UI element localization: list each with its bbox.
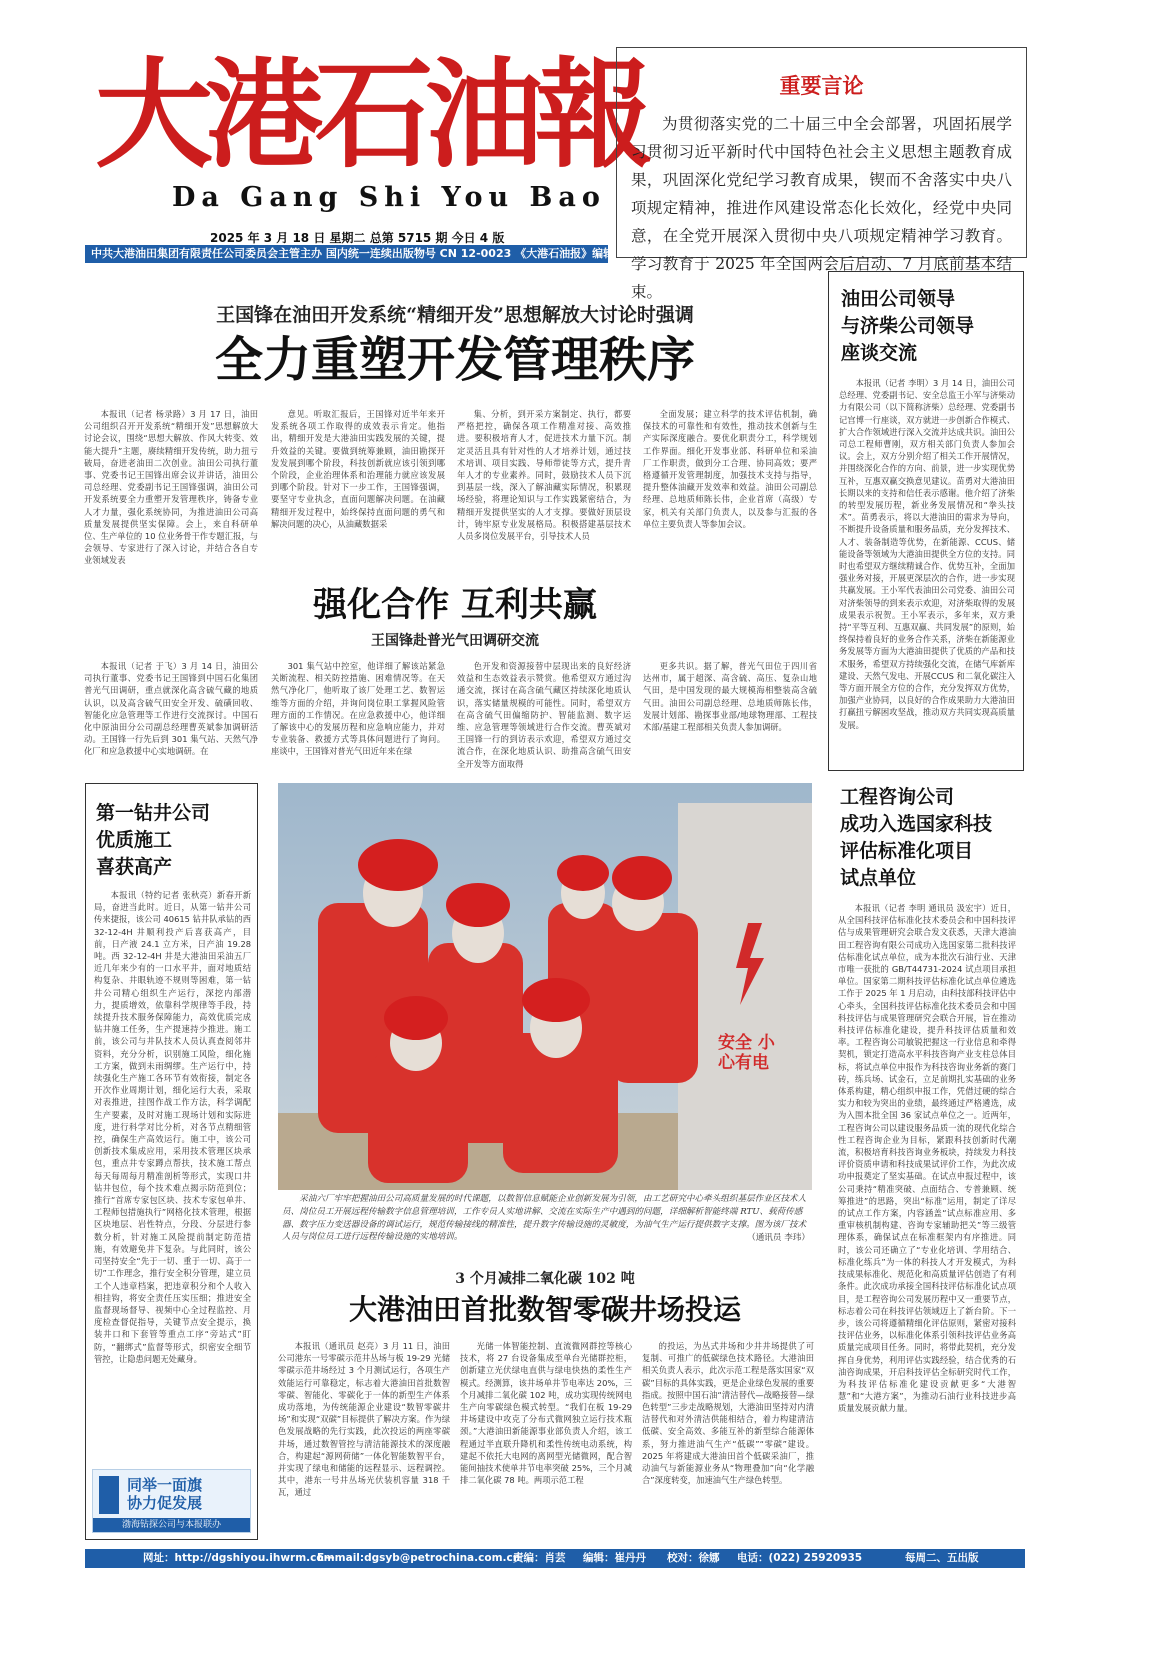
ad-slogan-2: 协力促发展 [127, 1494, 203, 1512]
zero-carbon-col-3: 的投运，为丛式井场和少井井场提供了可复制、可推广的低碳绿色技术路径。大港油田相关负责人表示，此次示范工程是落实国家“双碳”目标的具体实践，更是企业绿色发展的重要指成。按照中国石油“清洁替代—战略接替—绿色转型”三步走战略规划，大港油田坚持对内清洁替代和对外清洁供能相结合，着力构建清洁低碳、安全高效、多能互补的新型综合能源体系，努力推进油气生产“低碳”“零碳”建设。2025 年将建成大港油田首个低碳采油厂，推动油气与新能源业务从“物理叠加”向“化学融合”深度转变，加速油气生产绿色转型。 [642, 1341, 814, 1486]
right-bottom-title-3: 评估标准化项目 [840, 840, 974, 862]
footer-phone: 电话：(022) 25920935 [737, 1552, 863, 1564]
right-bottom-story [828, 778, 1024, 1541]
photo-credit: （通讯员 李玮） [747, 1233, 810, 1243]
left-sidebar-title-1: 第一钻井公司 [96, 802, 211, 824]
right-top-story [828, 271, 1024, 771]
right-bottom-title-4: 试点单位 [840, 867, 917, 889]
lead-story-col-2: 意见。听取汇报后，王国锋对近半年来开发系统各项工作取得的成效表示肯定。他指出，精细开发是大港油田实践发展的关键，提升效益的关键。要做到统筹兼顾，油田勘探开发发展到哪个阶段，科技创新就应该引领到哪个阶段，企业治理体系和治理能力就应该发展到哪个阶段。针对下一步工作，王国锋强调，要坚守专业执念，直面问题解决问题。在油藏精细开发过程中，始终保持直面问题的勇气和解决问题的决心，从油藏数据采 [271, 409, 445, 529]
right-top-title-2: 与济柴公司领导 [841, 315, 975, 337]
masthead-pinyin: Da Gang Shi You Bao [172, 182, 606, 213]
lead-story-col-1: 本报讯（记者 杨录路）3 月 17 日，油田公司组织召开开发系统“精细开发”思想解放大讨论会议，围绕“思想大解放、作风大转变、效能大提升”主题，赓续精细开发传统，助力扭亏破局，奋进老油田二次创业。油田公司执行董事、党委书记王国锋出席会议并讲话，油田公司总经理、党委副书记王国锋强调，油田公司开发系统要全力重塑开发管理秩序，铸备专业人才力量，强化系统协同，为推进油田公司高质量发展提供坚实保障。会上，来自科研单位、生产单位的 10 位业务骨干作专题汇报，与会领导、专家进行了深入讨论，并结合各自专业领域发表 [84, 409, 258, 566]
partner-ad-box [92, 1469, 251, 1533]
left-sidebar-title-3: 喜获高产 [96, 856, 173, 878]
coop-story-col-2: 301 集气站中控室，他详细了解该站紧急关断流程、相关防控措施、困难情况等。在天然气净化厂，他听取了该厂处理工艺、数智运维等方面的介绍，并询问岗位职工掌握风险管理方面的工作情况。在应急救援中心，他详细了解该中心的发展历程和应急响应能力，并对专业装备、救援方式等具体问题进行了询问。座谈中，王国锋对普光气田近年来在绿 [271, 661, 445, 757]
left-sidebar-title-2: 优质施工 [96, 829, 173, 851]
zero-carbon-col-2: 光储一体智能控制、直流微网群控等核心技术，将 27 台设备集成至单台光储群控柜，创新建立光伏绿电直供与绿电快热的柔性生产模式。经测算，该井场单井节电率达 20%，三个月减排二氧化碳 102 吨，成功实现传统网电生产向零碳绿色模式转型。“我们在板 19-29 井场建设中攻克了分布式微网独立运行技术瓶颈。”大港油田新能源事业部负责人介绍，该工程通过半直联升降机和柔性传统电动系统，构建起不依托大电网的离网型光储微网，配合智能间抽技术使单井节电率突破 25%，三个月减排二氧化碳 78 吨。两项示范工程 [460, 1341, 632, 1486]
footer-bar [85, 1549, 1025, 1568]
footer-website[interactable]: 网址：http://dgshiyou.ihwrm.com [143, 1552, 335, 1564]
footer-schedule: 每周二、五出版 [905, 1552, 979, 1564]
right-top-title-3: 座谈交流 [841, 342, 918, 364]
ad-caption: 渤海钻探公司与本报联办 [93, 1518, 250, 1532]
right-bottom-text: 本报讯（记者 李明 通讯员 汲宏宇）近日，从全国科技评估标准化技术委员会和中国科技评估与成果管理研究会联合发文获悉，天津大港油田工程咨询有限公司成功入选国家第二批科技评估标准化试点单位，成为本批次石油行业、天津市唯一获批的 GB/T44731-2024 试点项目承担单位。国家第二期科技评估标准化试点单位遴选工作于 2025 年 1 月启动，由科技部科技评估中心牵头，全国科技评估标准化技术委员会和中国科技评估与成果管理研究会联合开展，旨在推动科技评估标准化建设，提升科技评估质量和效率。工程咨询公司敏锐把握这一行业信息和牵得契机，锁定打造高水平科技咨询产业支柱总体目标，将试点单位申报作为科技咨询业务新的赛门砖，练兵场、试金石，立足前期扎实基础的业务体系构建，精心组织申报工作，凭借过硬的综合实力和较为突出的业绩，最终通过严格遴选，成为入围本批全国 36 家试点单位之一。近两年，工程咨询公司以建设服务品质一流的现代化综合性工程咨询企业为目标，紧跟科技创新时代潮流，积极培育科技咨询业务板块，持续发力科技评价资质申请和科技成果试评价工作，为此次成功申报奠定了坚实基础。在试点申报过程中，该公司秉持“精准突破、点面结合、专普兼顾、统筹推进”的思路，突出“标准”运用，制定了详尽的试点工作方案，内容涵盖“试点标准应用、多重审核机制构建、咨询专家辅助把关”等三级管理体系，确保试点在标准框架内有序推进。同时，该公司还确立了“专业化培训、学用结合、标准化练兵”为一体的科技人才开发模式，为科技成果标准化、规范化和高质量评估创造了有利条件。此次成功承接全国科技评估标准化试点项目，是工程咨询公司发展历程中又一重要节点，标志着公司在科技评估领域迈上了新台阶。下一步，该公司将遵循精细化评估原则，紧密对接科技评估业务，以标准化体系引领科技评估业务高质量完成项目任务。同时，将带此契机，充分发挥自身优势，利用评估实践经验，结合优秀的石油咨询成果，开启科技评估全标研究时代工作，为科技评估标准化建设贡献更多“大港智慧”和“大港方案”，为推动石油行业科技进步高质量发展贡献力量。 [838, 903, 1016, 1414]
coop-story-subtitle: 王国锋赴普光气田调研交流 [371, 633, 539, 649]
derrick-icon [99, 1476, 119, 1514]
lead-story-title: 全力重塑开发管理秩序 [214, 332, 695, 388]
important-speech-title: 重要言论 [779, 73, 864, 98]
right-bottom-title-1: 工程咨询公司 [840, 786, 955, 808]
right-top-title-1: 油田公司领导 [841, 288, 956, 310]
masthead-title: 大港石油報 [95, 45, 646, 184]
footer-proof: 校对：徐娜 [667, 1552, 720, 1564]
publisher-info-bar: 中共大港油田集团有限责任公司委员会主管主办 国内统一连续出版物号 CN 12-0023 《大港石油报》编辑部出版 [85, 245, 608, 263]
lead-story-col-4: 全面发展；建立科学的技术评估机制，确保技术的可靠性和有效性，推动技术创新与生产实际深度融合。要优化职责分工，科学规划工作界面。细化开发事业部、科研单位和采油厂工作职责，做到分工合理、协同高效；要严格遵循开发管理制度，加强技术支持与指导，提升整体油藏开发效率和效益。油田公司副总经理、总地质师陈长伟，企业首席（高级）专家，机关有关部门负责人，以及参与汇报的各单位主要负责人等参加会议。 [643, 409, 817, 529]
coop-story-title: 强化合作 互利共赢 [313, 585, 597, 625]
zero-carbon-col-1: 本报讯（通讯员 赵亮）3 月 11 日，油田公司港东一号零碳示范井丛场与板 19-29 光储零碳示范井场经过 3 个月测试运行，各项生产效能运行可靠稳定，标志着大港油田首批数智零碳、智能化、零碳化于一体的新型生产体系成功落地，为传统能源企业建设“数智零碳井场”和实现“双碳”目标提供了解决方案。作为绿色发展战略的先行实践，此次投运的两座零碳井场，通过数智管控与清洁能源技术的深度融合，构建起“源网荷储”一体化智能数智平台，并实现了绿电和储能的远程显示、远程调控。其中，港东一号井丛场光伏装机容量 318 千瓦，通过 [278, 1341, 450, 1498]
footer-email[interactable]: E—mail:dgsyb@petrochina.com.cn [317, 1552, 521, 1564]
right-top-text: 本报讯（记者 李明）3 月 14 日，油田公司总经理、党委副书记、安全总监王小军与济柴动力有限公司（以下简称济柴）总经理、党委副书记宫博一行座谈，双方就进一步创新合作模式、扩大合作领域进行深入交流并达成共识。油田公司总工程师曹刚，双方相关部门负责人参加会议。会上，双方分别介绍了相关工作开展情况，并围绕深化合作的方向、前景，进一步实现优势互补，互惠双赢交换意见建议。苗勇对大港油田长期以来的支持和信任表示感谢。他介绍了济柴的转型发展历程，新业务发展情况和“拳头技术”。苗勇表示，将以大港油田的需求为导向，不断提升设备质量和服务品质，充分发挥技术、人才、装备制造等优势，在新能源、CCUS、储能设备等领域为大港油田提供全方位的支持。同时也希望双方继续精诚合作、优势互补，全面加强业务对接，开展更深层次的合作，进一步实现共赢发展。王小军代表油田公司党委、油田公司对济柴领导的到来表示欢迎，对济柴取得的发展成果表示祝贺。王小军表示，多年来，双方秉持“平等互利、互惠双赢、共同发展”的原则，始终保持着良好的业务合作关系，济柴在新能源业务发展等方面为大港油田提供了优质的产品和技术服务，希望双方持续强化交流，在储气库新库建设、天然气发电、开展CCUS 和二氧化碳注入等方面开展全方位的合作，充分发挥双方优势，加强产业协同，以良好的合作成果助力大港油田打赢扭亏解困攻坚战，推动双方共同实现高质量发展。 [839, 378, 1015, 730]
footer-editor: 责编：肖芸 [513, 1552, 566, 1564]
important-speech-text: 为贯彻落实党的二十届三中全会部署，巩固拓展学习贯彻习近平新时代中国特色社会主义思想主题教育成果，巩固深化党纪学习教育成果，锲而不舍落实中央八项规定精神，推进作风建设常态化长效化，经党中央同意，在全党开展深入贯彻中央八项规定精神学习教育。学习教育于 2025 年全国两会后启动、7 月底前基本结束。 [631, 115, 1012, 301]
lead-story-subtitle: 王国锋在油田开发系统“精细开发”思想解放大讨论时强调 [216, 304, 694, 326]
lead-story-col-3: 集、分析，到开采方案制定、执行，都要严格把控，确保各项工作精准对接、高效推进。要积极培育人才，促进技术力量下沉。制定灵活且具有针对性的人才培养计划，通过技术培训、项目实践、导师带徒等方式，提升青年人才的专业素养。同时，鼓励技术人员下沉到基层一线，深入了解油藏实际情况，积累现场经验，将理论知识与工作实践紧密结合，为精细开发提供坚实的人才支撑。要做好顶层设计，铸牢原专业发展格局。积极搭建基层技术人员多岗位发展平台，引导技术人员 [457, 409, 631, 542]
cabinet-warning-sign: 安全 小心有电 [718, 1033, 775, 1073]
zero-carbon-subtitle: 3 个月减排二氧化碳 102 吨 [455, 1271, 635, 1287]
coop-story-col-4: 更多共识。据了解，普光气田位于四川省达州市，属于超深、高含硫、高压、复杂山地气田，是中国发现的最大规模海相整装高含硫气田。油田公司副总经理、总地质师陈长伟，发展计划部、勘探事业部/地球物理部、工程技术部/基建工程部相关负责人参加调研。 [643, 661, 817, 733]
workers-photo-illustration [278, 783, 812, 1190]
coop-story-col-1: 本报讯（记者 于飞）3 月 14 日，油田公司执行董事、党委书记王国锋到中国石化集团普光气田调研，重点就深化高含硫气藏的地质认识，以及高含硫气田安全开发、硫磺回收、智能化应急管理等工作进行交流探讨。中国石化中原油田分公司副总经理曹英斌参加调研活动。王国锋一行先后到 301 集气站、天然气净化厂和应急救援中心实地调研。在 [84, 661, 258, 757]
footer-editor2: 编辑：崔丹丹 [583, 1552, 646, 1564]
left-sidebar-text: 本报讯（特约记者 张秋亮）新春开新局，奋进当此时。近日，从第一钻井公司传来捷报，该公司 40615 钻井队承钻的西 32-12-4H 井顺利投产后喜获高产，目前，日产液 24.1 立方米，日产油 19.28 吨。西 32-12-4H 井是大港油田采油五厂近几年来少有的一口水平井，面对地质结构复杂、井眼轨迹不规则等困难，第一钻井公司精心组织生产运行，深挖内部潜力，提质增效，依靠科学规律等手段，持续提升技术服务保障能力，高效优质完成钻井施工任务，生产提速持少推进。施工前，该公司与井队技术人员认真查阅邻井资料，充分分析，识别施工风险，细化施工方案，做到未雨绸缪。生产运行中，持续强化生产施工各环节有效衔接，制定各开次作业周期计划，细化运行大表，采取对表推进，挂图作战工作方法，科学调配生产要素，及时对施工现场计划和实际进度，进行科学对比分析，对各节点精细管控，确保生产高效运行。施工中，该公司创新技术集成应用，采用技术管理区块承包，重点井专家蹲点帮扶，技术施工帮点每天每周每月精准剖析等形式，实现口井钻井包位，每个技术难点揭示防范到位；推行“首席专家包区块、技术专家包单井、工程师包措施执行”网格化技术管理，根据区块地层、岩性特点，分段、分层进行参数分析，针对施工风险提前制定防范措施，有效避免井下复杂。与此同时，该公司坚持安全“先于一切、重于一切、高于一切”工作理念，推行安全积分管理，建立员工个人违章档案，把违章积分和个人收入相挂钩，将安全责任压实压细；推进安全监督现场督导、视频中心全过程监控、月度检查督促指导，关键节点安全提示，换装井口和下套管等重点工序“旁站式”盯防，“翻绑式”监督等形式，织密安全细节管控，让隐患问题无处藏身。 [94, 890, 251, 1364]
left-sidebar-story [85, 783, 258, 1540]
right-bottom-title-2: 成功入选国家科技 [840, 813, 993, 835]
issue-dateline: 2025 年 3 月 18 日 星期二 总第 5715 期 今日 4 版 [210, 231, 505, 245]
zero-carbon-title: 大港油田首批数智零碳井场投运 [348, 1293, 741, 1326]
news-photo [278, 783, 812, 1190]
photo-caption: 采油六厂牢牢把握油田公司高质量发展的时代课题，以数智信息赋能企业创新发展为引领，由工艺研究中心牵头组织基层作业区技术人员、岗位员工开展远程传输数字信息管理培训，工作专员人实地讲解、交流在实际生产中遇到的问题，详细解析智能终端 RTU、载荷传感器、数字压力变送器设备的调试运行，规范传输接线的精准性，提升数字传输设施的灵敏度，为油气生产运行提供数字支撑。图为该厂技术人员与岗位员工进行远程传输设施的实地培训。 [282, 1194, 807, 1243]
coop-story-col-3: 色开发和资源接替中层现出来的良好经济效益和生态效益表示赞赏。他希望双方通过沟通交流，探讨在高含硫气藏区持续深化地质认识，落实储量规模的可能性。同时，希望双方在高含硫气田偏缩防护、智能监测、数字运维、应急管理等领域进行合作交流。曹英斌对王国锋一行的到访表示欢迎，希望双方通过交流合作，在深化地质认识、助推高含硫气田安全开发等方面取得 [457, 661, 631, 769]
ad-slogan-1: 同举一面旗 [127, 1476, 203, 1494]
